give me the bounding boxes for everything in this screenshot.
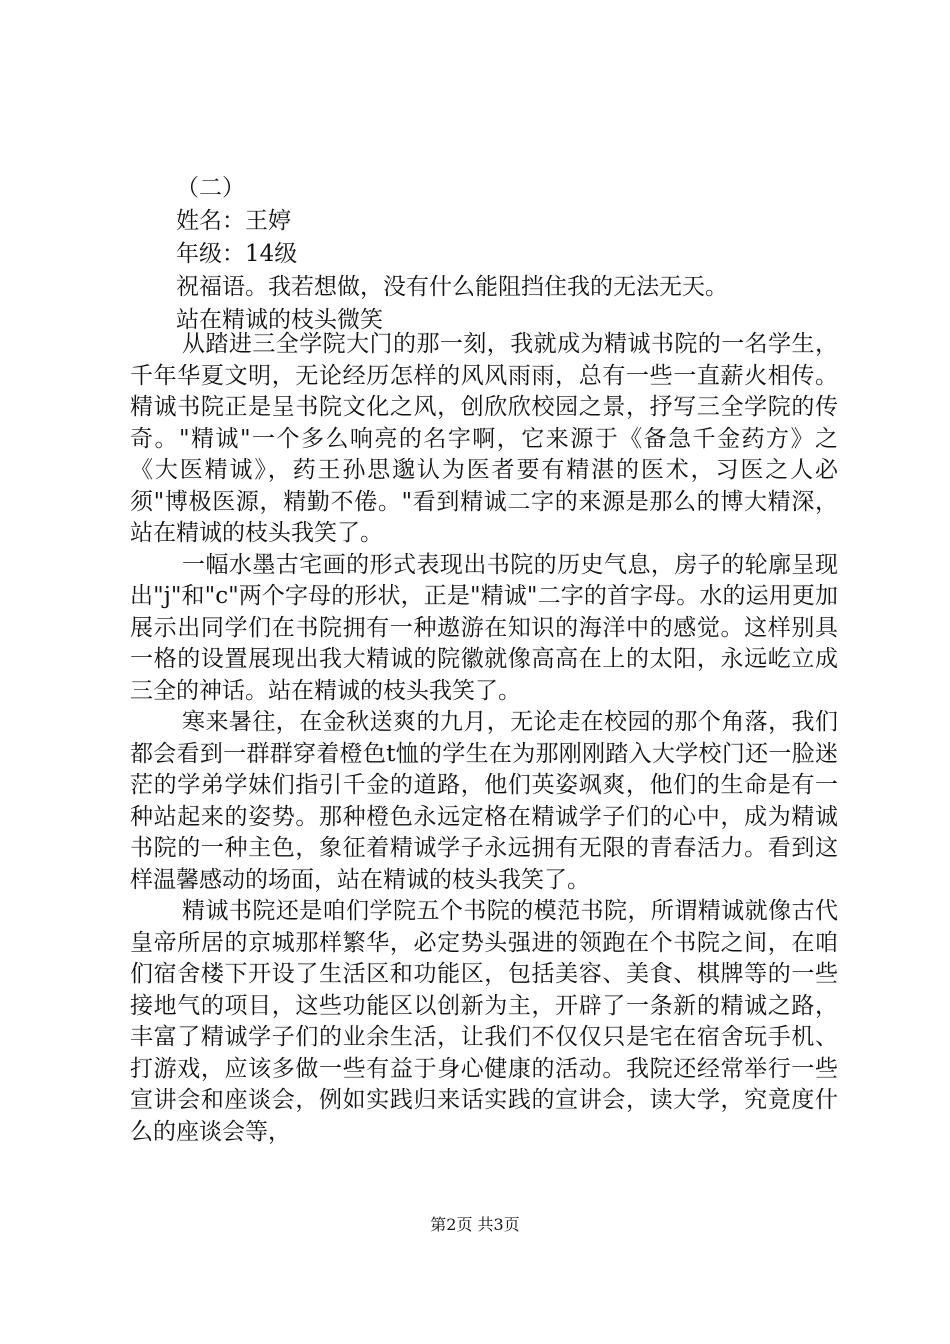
paragraph-4: 精诚书院还是咱们学院五个书院的模范书院，所谓精诚就像古代皇帝所居的京城那样繁华，必定势头强进的领跑在个书院之间，在咱们宿舍楼下开设了生活区和功能区，包括美容、美食、棋牌等的一些接地气的项目，这些功能区以创新为主，开辟了一条新的精诚之路，丰富了精诚学子们的业余生活，让我们不仅仅只是宅在宿舍玩手机、打游戏，应该多做一些有益于身心健康的活动。我院还经常举行一些宣讲会和座谈会，例如实践归来话实践的宣讲会，读大学，究竟度什么的座谈会等， — [130, 898, 838, 1145]
essay-body — [130, 329, 838, 1148]
essay-title: 站在精诚的枝头微笑 — [176, 307, 383, 333]
section-number: （二） — [176, 175, 245, 201]
paragraph-3: 寒来暑往，在金秋送爽的九月，无论走在校园的那个角落，我们都会看到一群群穿着橙色t恤的学生在为那刚刚踏入大学校门还一脸迷茫的学弟学妹们指引千金的道路，他们英姿飒爽，他们的生命是有一种站起来的姿势。那种橙色永远定格在精诚学子们的心中，成为精诚书院的一种主色，象征着精诚学子永远拥有无限的青春活力。看到这样温馨感动的场面，站在精诚的枝头我笑了。 — [130, 709, 838, 893]
paragraph-1: 从踏进三全学院大门的那一刻，我就成为精诚书院的一名学生，千年华夏文明，无论经历怎样的风风雨雨，总有一些一直薪火相传。精诚书院正是呈书院文化之风，创欣欣校园之景，抒写三全学院的传奇。"精诚"一个多么响亮的名字啊，它来源于《备急千金药方》之《大医精诚》，药王孙思邈认为医者要有精湛的医术，习医之人必须"博极医源，精勤不倦。"看到精诚二字的来源是那么的博大精深，站在精诚的枝头我笑了。 — [130, 331, 838, 546]
author-name: 姓名：王婷 — [176, 208, 291, 234]
document-header — [130, 172, 840, 337]
author-grade: 年级：14级 — [176, 241, 298, 267]
blessing-line: 祝福语。我若想做，没有什么能阻挡住我的无法无天。 — [176, 274, 728, 300]
page-footer: 第2页 共3页 — [430, 1215, 520, 1234]
paragraph-2: 一幅水墨古宅画的形式表现出书院的历史气息，房子的轮廓呈现出"j"和"c"两个字母的形状，正是"精诚"二字的首字母。水的运用更加展示出同学们在书院拥有一种遨游在知识的海洋中的感觉。这样别具一格的设置展现出我大精诚的院徽就像高高在上的太阳，永远屹立成三全的神话。站在精诚的枝头我笑了。 — [130, 551, 838, 704]
